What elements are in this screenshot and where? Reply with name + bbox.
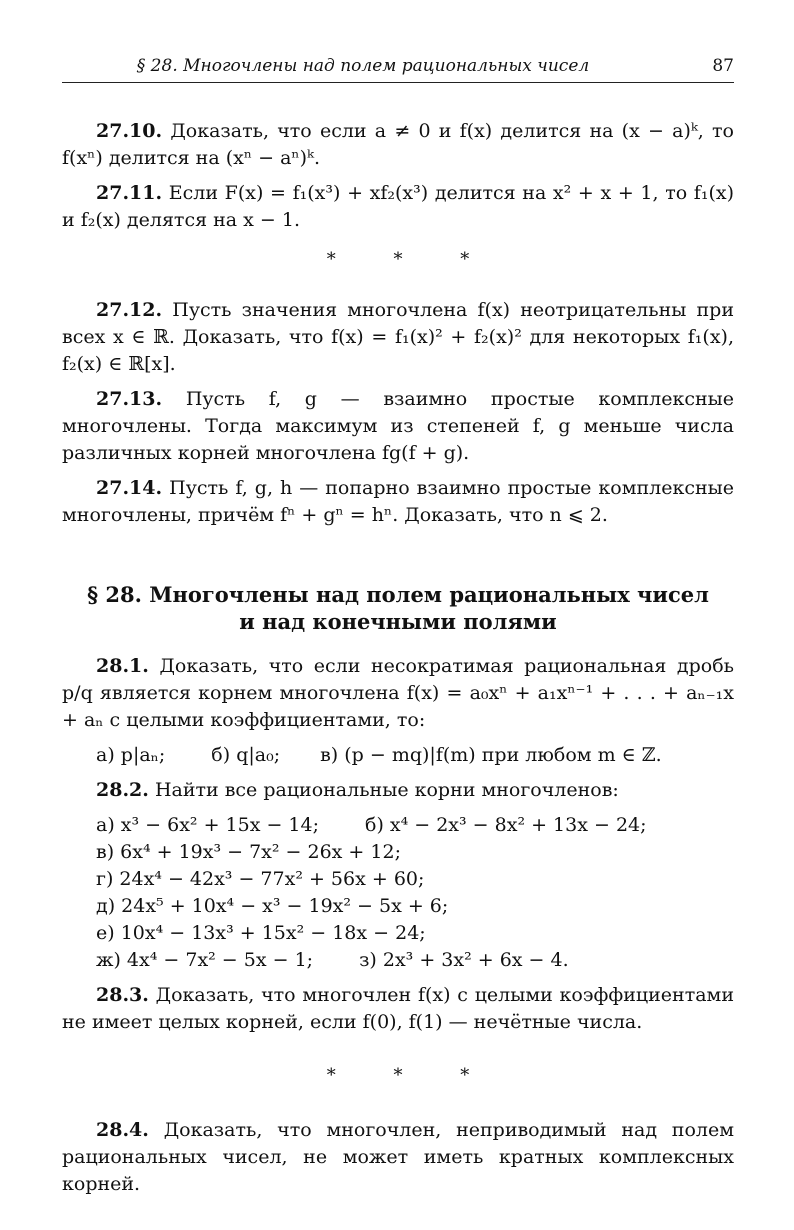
option-a: а) p|aₙ; (96, 744, 166, 766)
problem-number: 28.4. (96, 1119, 149, 1141)
option-zh: ж) 4x⁴ − 7x² − 5x − 1; (96, 949, 314, 971)
options-row (96, 812, 734, 839)
option-g: г) 24x⁴ − 42x³ − 77x² + 56x + 60; (96, 868, 425, 890)
option-e: е) 10x⁴ − 13x³ + 15x² − 18x − 24; (96, 922, 426, 944)
problem-number: 28.2. (96, 779, 149, 801)
problem-27-10 (62, 118, 734, 172)
section-heading (62, 581, 734, 635)
page-number: 87 (712, 56, 734, 76)
problem-number: 27.10. (96, 120, 163, 142)
problem-text: Пусть значения многочлена f(x) неотрицательны при всех x ∈ ℝ. Доказать, что f(x) = f₁(x)² + f₂(x)² для некоторых f₁(x), f₂(x) ∈ ℝ[x]. (62, 299, 735, 375)
problem-28-2 (62, 777, 734, 804)
section-heading-line-2: и над конечными полями (239, 609, 557, 634)
problem-text: Пусть f, g — взаимно простые комплексные многочлены. Тогда максимум из степеней f, g меньше числа различных корней многочлена fg(f + g). (62, 388, 735, 464)
problem-text: Доказать, что если a ≠ 0 и f(x) делится на (x − a)ᵏ, то f(xⁿ) делится на (xⁿ − aⁿ)ᵏ. (62, 120, 734, 169)
problem-number: 27.14. (96, 477, 163, 499)
section-separator: * * * (326, 1065, 496, 1086)
options-row (96, 947, 734, 974)
problem-text: Доказать, что многочлен, неприводимый над полем рациональных чисел, не может иметь кратных комплексных корней. (62, 1119, 734, 1195)
problem-text: Пусть f, g, h — попарно взаимно простые комплексные многочлены, причём fⁿ + gⁿ = hⁿ. Доказать, что n ⩽ 2. (62, 477, 734, 526)
running-head (62, 54, 734, 83)
option-b: б) q|a₀; (211, 744, 281, 766)
problem-text: Найти все рациональные корни многочленов: (154, 779, 619, 801)
problem-text: Доказать, что если несократимая рациональная дробь p/q является корнем многочлена f(x) = a₀xⁿ + a₁xⁿ⁻¹ + . . . + aₙ₋₁x + aₙ с целыми коэффициентами, то: (62, 655, 734, 731)
problem-text: Если F(x) = f₁(x³) + xf₂(x³) делится на x² + x + 1, то f₁(x) и f₂(x) делятся на x − 1. (62, 182, 734, 231)
problem-27-12 (62, 297, 734, 378)
problem-28-1 (62, 653, 734, 734)
option-v: в) 6x⁴ + 19x³ − 7x² − 26x + 12; (96, 841, 401, 863)
problem-number: 28.1. (96, 655, 149, 677)
problem-28-1-options (62, 742, 734, 769)
problem-number: 27.13. (96, 388, 163, 410)
running-head-title: § 28. Многочлены над полем рациональных чисел (136, 56, 590, 76)
problem-text: Доказать, что многочлен f(x) с целыми коэффициентами не имеет целых корней, если f(0), f(1) — нечётные числа. (62, 984, 734, 1033)
option-a: а) x³ − 6x² + 15x − 14; (96, 814, 319, 836)
problem-number: 28.3. (96, 984, 149, 1006)
options-row (96, 742, 734, 769)
problem-28-2-options (62, 812, 734, 974)
problem-27-14 (62, 475, 734, 529)
problem-number: 27.12. (96, 299, 163, 321)
section-heading-line-1: § 28. Многочлены над полем рациональных чисел (87, 582, 709, 607)
option-b: б) x⁴ − 2x³ − 8x² + 13x − 24; (365, 814, 647, 836)
option-v: в) (p − mq)|f(m) при любом m ∈ ℤ. (320, 744, 662, 766)
section-separator: * * * (326, 249, 496, 270)
problem-28-4 (62, 1117, 734, 1198)
option-z: з) 2x³ + 3x² + 6x − 4. (359, 949, 569, 971)
problem-27-13 (62, 386, 734, 467)
page-content (62, 118, 734, 1206)
option-d: д) 24x⁵ + 10x⁴ − x³ − 19x² − 5x + 6; (96, 895, 449, 917)
problem-number: 27.11. (96, 182, 163, 204)
problem-27-11 (62, 180, 734, 234)
problem-28-3 (62, 982, 734, 1036)
